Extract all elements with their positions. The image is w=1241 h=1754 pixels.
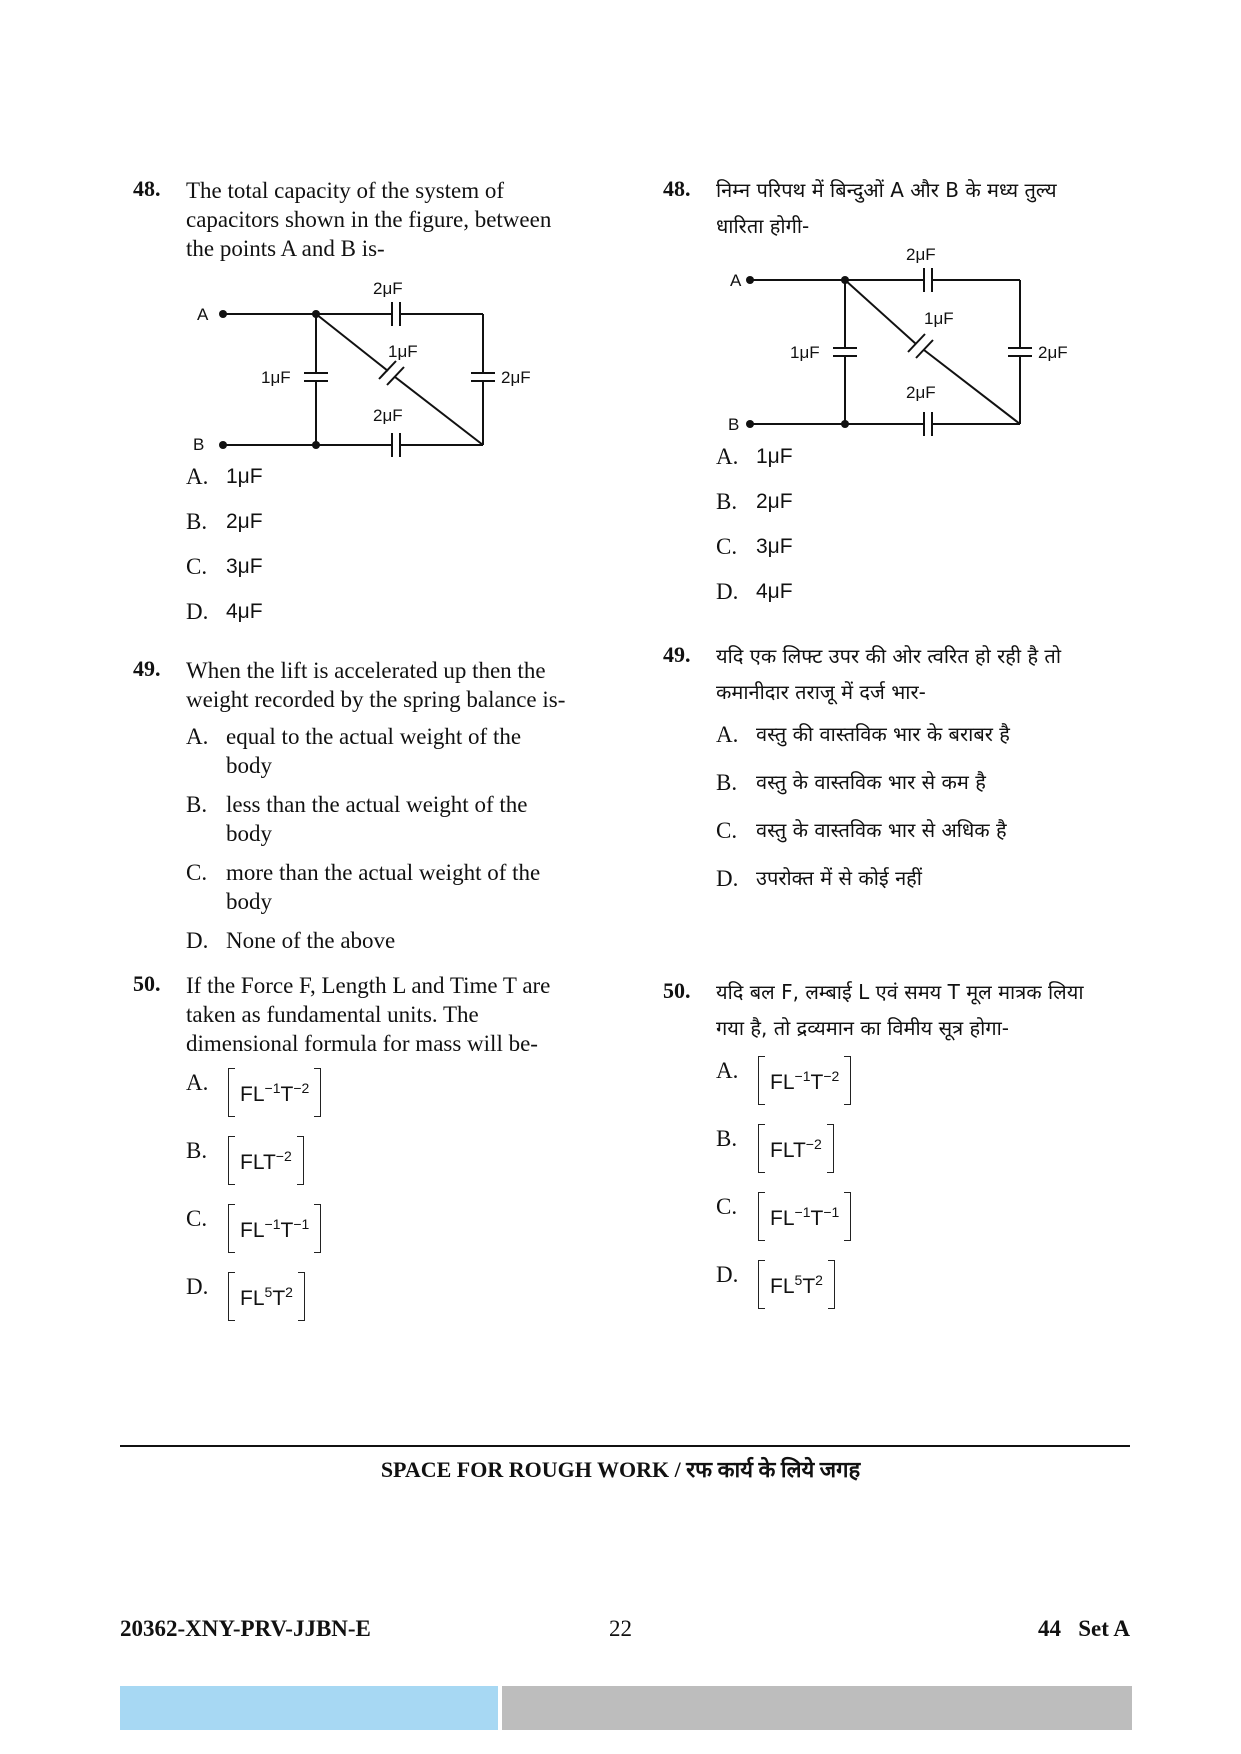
node-b-label: B [193, 435, 205, 454]
option-b: B. वस्तु के वास्तविक भार से कम है [716, 770, 986, 795]
option-c: C. more than the actual weight of the body [186, 860, 541, 914]
question-text: निम्न परिपथ में बिन्दुओं A और B के मध्य तुल्य धारिता होगी- [716, 178, 1057, 238]
option-a: A. $FL^{-1}T^{-2}$ [186, 1068, 593, 1136]
right-capacitor-label: 2μF [1038, 343, 1068, 362]
page-number: 22 [609, 1616, 632, 1641]
top-capacitor-label: 2μF [906, 246, 936, 264]
option-d: D. उपरोक्त में से कोई नहीं [716, 866, 922, 891]
options-list [716, 1056, 1123, 1328]
footer-color-bar-left [120, 1686, 498, 1730]
option-b: B. 2μF [716, 489, 793, 514]
left-capacitor-label: 1μF [790, 343, 820, 362]
dimensional-formula: $FL^5T^2$ [758, 1260, 835, 1309]
question-50-hi [663, 974, 1123, 1328]
options-list [186, 722, 593, 955]
top-capacitor-label: 2μF [373, 279, 403, 298]
option-c: C. $FL^{-1}T^{-1}$ [716, 1192, 1123, 1260]
node-a-label: A [197, 305, 209, 324]
dimensional-formula: $FLT^{-2}$ [228, 1136, 304, 1185]
question-50-en [133, 971, 593, 1340]
options-list [186, 1068, 593, 1340]
diagonal-capacitor-label: 1μF [924, 309, 954, 328]
footer-color-bar-right [502, 1686, 1132, 1730]
option-d: D. $FL^5T^2$ [716, 1260, 1123, 1328]
question-text: When the lift is accelerated up then the weight recorded by the spring balance is- [186, 658, 566, 712]
question-text: यदि बल F, लम्बाई L एवं समय T मूल मात्रक लिया गया है, तो द्रव्यमान का विमीय सूत्र होगा- [716, 980, 1084, 1040]
english-column [133, 176, 593, 1340]
option-c: C. 3μF [186, 554, 263, 579]
option-d: D. 4μF [186, 599, 263, 624]
set-label: 44 Set A [1038, 1616, 1130, 1641]
option-b: B. $FLT^{-2}$ [716, 1124, 1123, 1192]
hindi-column [663, 172, 1123, 1328]
dimensional-formula: $FL^{-1}T^{-2}$ [228, 1068, 321, 1117]
option-d: D. None of the above [186, 928, 396, 953]
node-a-label: A [730, 271, 742, 290]
question-text: यदि एक लिफ्ट उपर की ओर त्वरित हो रही है तो कमानीदार तराजू में दर्ज भार- [716, 644, 1062, 704]
option-a: A. वस्तु की वास्तविक भार के बराबर है [716, 722, 1010, 747]
option-b: B. 2μF [186, 509, 263, 534]
question-number: 49. [663, 642, 691, 667]
question-text: If the Force F, Length L and Time T are taken as fundamental units. The dimensional formula for mass will be- [186, 973, 551, 1056]
question-text: The total capacity of the system of capacitors shown in the figure, between the points A and B is- [186, 178, 552, 261]
dimensional-formula: $FL^{-1}T^{-1}$ [758, 1192, 851, 1241]
question-number: 50. [133, 971, 161, 996]
option-c: C. $FL^{-1}T^{-1}$ [186, 1204, 593, 1272]
question-number: 49. [133, 656, 161, 681]
bottom-capacitor-label: 2μF [373, 406, 403, 425]
dimensional-formula: $FLT^{-2}$ [758, 1124, 834, 1173]
option-c: C. 3μF [716, 534, 793, 559]
paper-code: 20362-XNY-PRV-JJBN-E [120, 1616, 371, 1641]
dimensional-formula: $FL^{-1}T^{-1}$ [228, 1204, 321, 1253]
question-number: 50. [663, 978, 691, 1003]
question-49-hi [663, 638, 1123, 908]
options-list [716, 716, 1123, 908]
question-49-en [133, 656, 593, 955]
option-d: D. $FL^5T^2$ [186, 1272, 593, 1340]
option-c: C. वस्तु के वास्तविक भार से अधिक है [716, 818, 1007, 843]
rough-work-heading: SPACE FOR ROUGH WORK / रफ कार्य के लिये जगह [380, 1457, 861, 1482]
question-number: 48. [133, 176, 161, 201]
right-capacitor-label: 2μF [501, 368, 531, 387]
question-48-en [133, 176, 593, 642]
question-number: 48. [663, 176, 691, 201]
dimensional-formula: $FL^{-1}T^{-2}$ [758, 1056, 851, 1105]
option-a: A. $FL^{-1}T^{-2}$ [716, 1056, 1123, 1124]
left-capacitor-label: 1μF [261, 368, 291, 387]
capacitor-circuit-diagram [728, 246, 1128, 436]
option-b: B. less than the actual weight of the body [186, 792, 528, 846]
option-a: A. equal to the actual weight of the body [186, 724, 522, 778]
question-48-hi [663, 172, 1123, 622]
option-d: D. 4μF [716, 579, 793, 604]
option-b: B. $FLT^{-2}$ [186, 1136, 593, 1204]
options-list [716, 442, 1123, 622]
capacitor-circuit-diagram [183, 269, 563, 464]
dimensional-formula: $FL^5T^2$ [228, 1272, 305, 1321]
option-a: A. 1μF [716, 444, 793, 469]
rough-work-divider [120, 1445, 1130, 1447]
diagonal-capacitor-label: 1μF [388, 342, 418, 361]
bottom-capacitor-label: 2μF [906, 383, 936, 402]
option-a: A. 1μF [186, 464, 263, 489]
options-list [186, 462, 593, 642]
node-b-label: B [728, 415, 740, 434]
